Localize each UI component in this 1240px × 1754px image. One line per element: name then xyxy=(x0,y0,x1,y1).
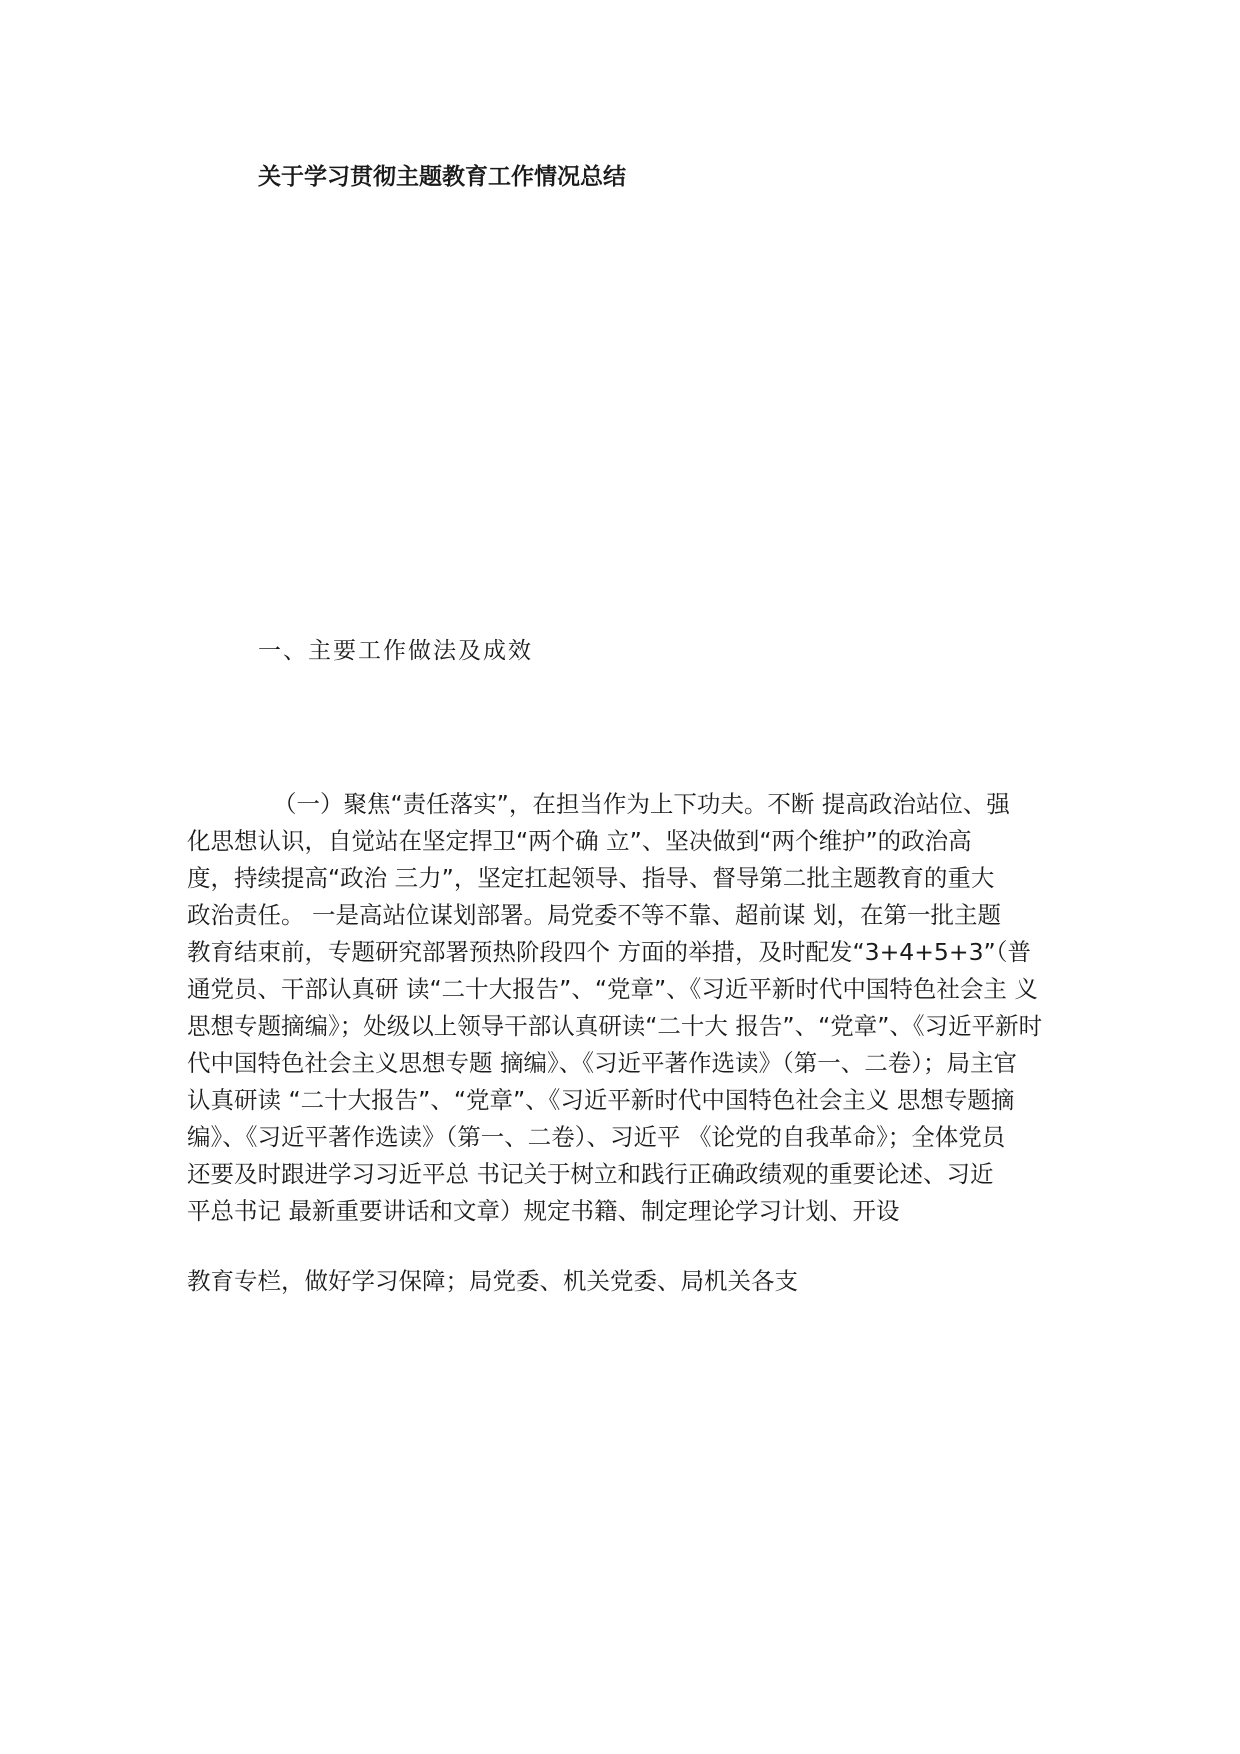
paragraph-line: 认真研读 “二十大报告”、“党章”、《习近平新时代中国特色社会主义 思想专题摘 xyxy=(187,1086,1015,1114)
paragraph-line-continued: 教育专栏，做好学习保障；局党委、机关党委、局机关各支 xyxy=(187,1267,798,1295)
paragraph-line: 还要及时跟进学习习近平总 书记关于树立和践行正确政绩观的重要论述、习近 xyxy=(187,1160,994,1188)
paragraph-line: 代中国特色社会主义思想专题 摘编》、《习近平著作选读》（第一、二卷）；局主官 xyxy=(187,1049,1017,1077)
paragraph-line: 平总书记 最新重要讲话和文章）规定书籍、制定理论学习计划、开设 xyxy=(187,1197,900,1225)
paragraph-line: 教育结束前，专题研究部署预热阶段四个 方面的举措，及时配发“3+4+5+3”（普 xyxy=(187,938,1031,966)
paragraph-line: 度，持续提高“政治 三力”，坚定扛起领导、指导、督导第二批主题教育的重大 xyxy=(187,864,995,892)
section-heading: 一、主要工作做法及成效 xyxy=(258,638,533,664)
paragraph-line: 化思想认识，自觉站在坚定捍卫“两个确 立”、坚决做到“两个维护”的政治高 xyxy=(187,827,972,855)
paragraph-line: 编》、《习近平著作选读》（第一、二卷）、习近平 《论党的自我革命》；全体党员 xyxy=(187,1123,1006,1151)
document-title: 关于学习贯彻主题教育工作情况总结 xyxy=(258,164,626,190)
paragraph-line: 通党员、干部认真研 读“二十大报告”、“党章”、《习近平新时代中国特色社会主 义 xyxy=(187,975,1038,1003)
paragraph-line: （一）聚焦“责任落实”，在担当作为上下功夫。不断 提高政治站位、强 xyxy=(273,790,1010,818)
paragraph-line: 思想专题摘编》；处级以上领导干部认真研读“二十大 报告”、“党章”、《习近平新时 xyxy=(187,1012,1043,1040)
paragraph-body xyxy=(187,786,1087,1230)
paragraph-line: 政治责任。 一是高站位谋划部署。局党委不等不靠、超前谋 划，在第一批主题 xyxy=(187,901,1001,929)
